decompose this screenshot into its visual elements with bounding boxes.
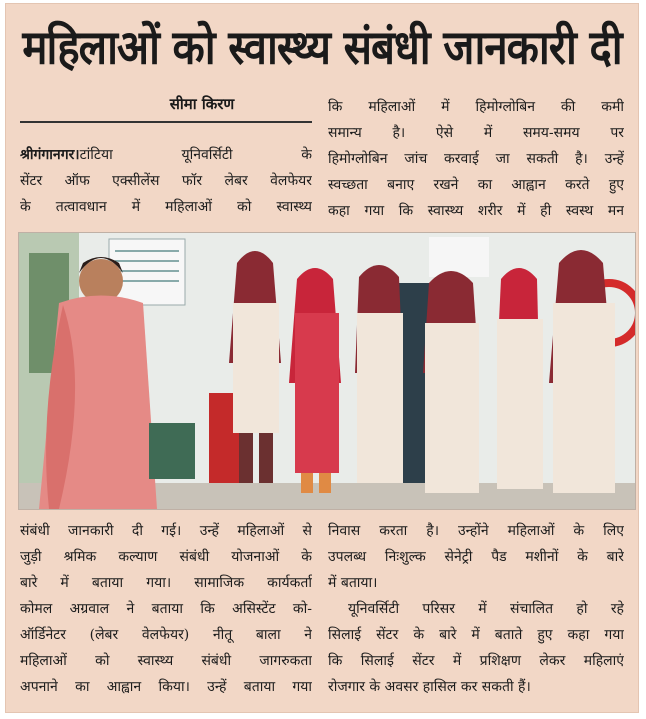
text-line: के तत्वावधान में महिलाओं को स्वास्थ्य: [20, 199, 312, 215]
text-line: कहा गया कि स्वास्थ्य शरीर में ही स्वस्थ मन: [328, 203, 624, 219]
text-line: कि महिलाओं में हिमोग्लोबिन की कमी: [328, 99, 624, 115]
byline-rule: [20, 121, 312, 123]
text-line: रोजगार के अवसर हासिल कर सकती हैं।: [328, 679, 531, 695]
column-1-top: [20, 142, 312, 220]
text-line: स्वच्छता बनाए रखने का आह्वान करते हुए: [328, 177, 624, 193]
text-line: कि सिलाई सेंटर में प्रशिक्षण लेकर महिलाएं: [328, 653, 624, 669]
column-1-bottom: [20, 518, 312, 700]
text-line: यूनिवर्सिटी परिसर में संचालित हो रहे: [348, 601, 624, 617]
text-line: जुड़ी श्रमिक कल्याण संबंधी योजनाओं के: [20, 549, 312, 565]
text-line: महिलाओं को स्वास्थ्य संबंधी जागरुकता: [20, 653, 312, 669]
text-line: में बताया।: [328, 575, 378, 591]
column-2-bottom: [328, 518, 624, 700]
newspaper-clipping: [6, 4, 638, 712]
person-3: [289, 268, 341, 493]
photo-illustration: [19, 233, 635, 509]
byline: सीमा किरण: [169, 95, 235, 113]
text-line: सेंटर ऑफ एक्सीलेंस फॉर लेबर वेलफेयर: [20, 173, 312, 189]
text-line: अपनाने का आह्वान किया। उन्हें बताया गया: [20, 679, 312, 695]
headline: महिलाओं को स्वास्थ्य संबंधी जानकारी दी: [22, 20, 622, 75]
text-line: कोमल अग्रवाल ने बताया कि असिस्टेंट को-: [20, 601, 312, 617]
person-5: [423, 271, 479, 493]
person-6: [497, 268, 543, 489]
person-4: [355, 265, 403, 483]
text-line: श्रीगंगानगर।टांटिया यूनिवर्सिटी के: [20, 147, 312, 163]
text-line: हिमोग्लोबिन जांच करवाई जा सकती है। उन्हें: [328, 151, 624, 167]
column-2-top: [328, 94, 624, 224]
text-line: ऑर्डिनेटर (लेबर वेलफेयर) नीतू बाला ने: [20, 627, 312, 643]
news-photo: [18, 232, 636, 510]
text-line: समान्य है। ऐसे में समय-समय पर: [328, 125, 624, 141]
text-line: निवास करता है। उन्होंने महिलाओं के लिए: [328, 523, 624, 539]
text-line: बारे में बताया गया। सामाजिक कार्यकर्ता: [20, 575, 312, 591]
text-line: उपलब्ध निःशुल्क सेनेट्री पैड मशीनों के बारे: [328, 549, 624, 565]
text-line: संबंधी जानकारी दी गई। उन्हें महिलाओं से: [20, 523, 312, 539]
text-line: सिलाई सेंटर के बारे में बताते हुए कहा गया: [328, 627, 624, 643]
